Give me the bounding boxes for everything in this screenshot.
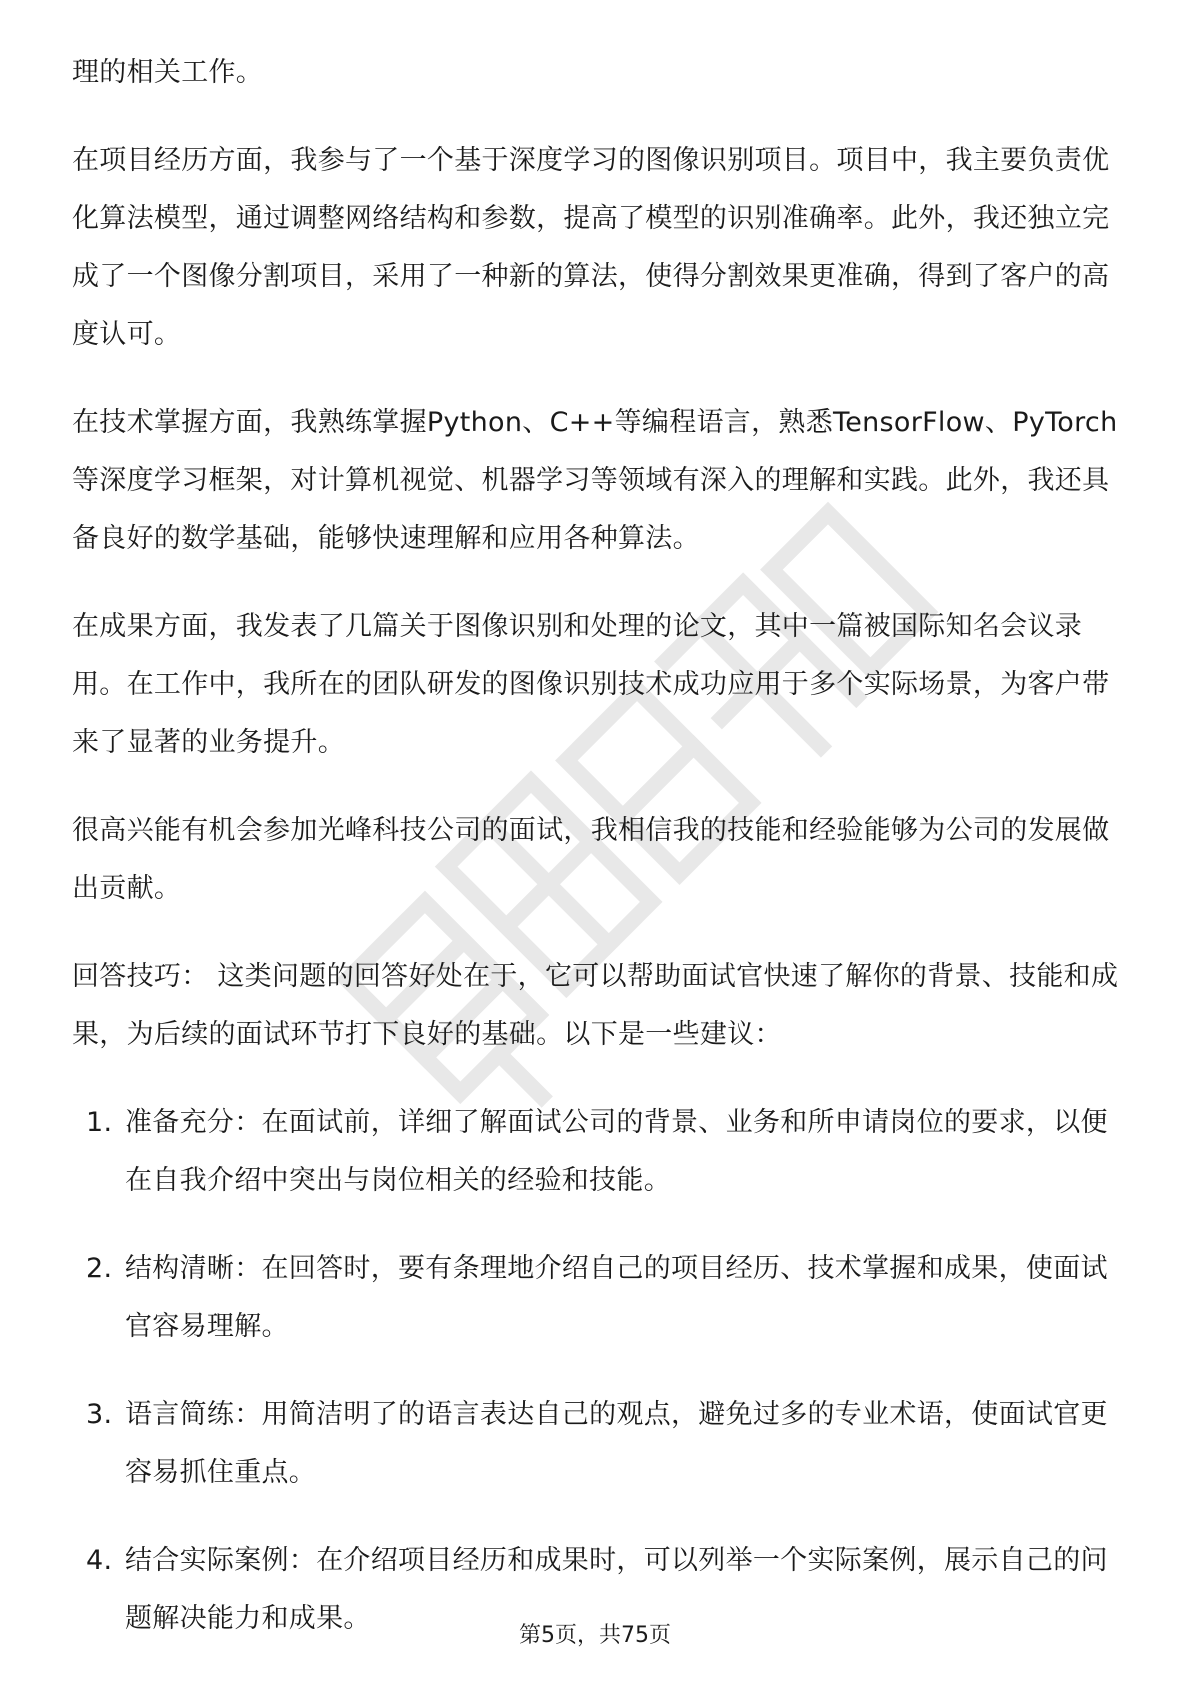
page-number-footer: 第5页，共75页 [519, 1623, 671, 1648]
list-item-text: 准备充分：在面试前，详细了解面试公司的背景、业务和所申请岗位的要求，以便在自我介绍中突出与岗位相关的经验和技能。 [125, 1107, 1108, 1196]
paragraph-technical-skills: 在技术掌握方面，我熟练掌握Python、C++等编程语言，熟悉TensorFlow、PyTorch等深度学习框架，对计算机视觉、机器学习等领域有深入的理解和实践。此外，我还具备良好的数学基础，能够快速理解和应用各种算法。 [72, 407, 1118, 554]
list-item [72, 1094, 1122, 1210]
list-item-number: 1. [86, 1107, 113, 1138]
paragraph-continuation: 理的相关工作。 [72, 57, 264, 88]
list-item-text: 语言简练：用简洁明了的语言表达自己的观点，避免过多的专业术语，使面试官更容易抓住重点。 [125, 1399, 1108, 1488]
list-item [72, 1240, 1122, 1356]
document-body [72, 44, 1122, 1678]
list-item-number: 3. [86, 1399, 113, 1430]
list-item-text: 结构清晰：在回答时，要有条理地介绍自己的项目经历、技术掌握和成果，使面试官容易理解。 [125, 1253, 1108, 1342]
list-item-text: 结合实际案例：在介绍项目经历和成果时，可以列举一个实际案例，展示自己的问题解决能力和成果。 [125, 1545, 1108, 1634]
list-item-number: 4. [86, 1545, 113, 1576]
paragraph-closing: 很高兴能有机会参加光峰科技公司的面试，我相信我的技能和经验能够为公司的发展做出贡献。 [72, 815, 1110, 904]
tips-list [72, 1094, 1122, 1648]
paragraph-achievements: 在成果方面，我发表了几篇关于图像识别和处理的论文，其中一篇被国际知名会议录用。在工作中，我所在的团队研发的图像识别技术成功应用于多个实际场景，为客户带来了显著的业务提升。 [72, 611, 1110, 758]
paragraph-answer-tips-intro: 回答技巧： 这类问题的回答好处在于，它可以帮助面试官快速了解你的背景、技能和成果，为后续的面试环节打下良好的基础。以下是一些建议： [72, 961, 1119, 1050]
list-item-number: 2. [86, 1253, 113, 1284]
list-item [72, 1386, 1122, 1502]
paragraph-project-experience: 在项目经历方面，我参与了一个基于深度学习的图像识别项目。项目中，我主要负责优化算法模型，通过调整网络结构和参数，提高了模型的识别准确率。此外，我还独立完成了一个图像分割项目，采用了一种新的算法，使得分割效果更准确，得到了客户的高度认可。 [72, 145, 1110, 350]
